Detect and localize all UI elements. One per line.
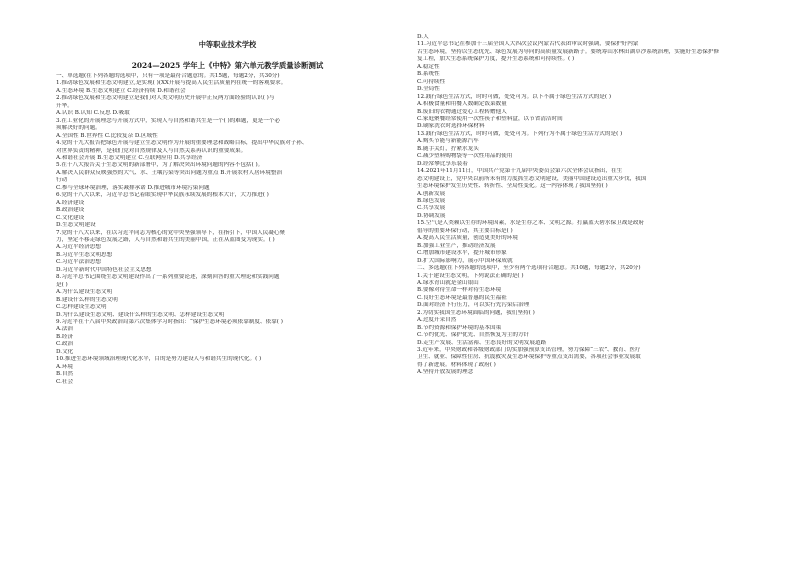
question-text-line: B.要像对待生命一样对待生态环境 — [417, 287, 502, 294]
question-text-line: D.刷家洗衣时选择环保材料 — [417, 123, 485, 130]
question-text-line: 7.党的十八大以来，在以习近平同志为核心的党中央坚强领导下，在指引下，中国人民凝心聚 — [56, 229, 286, 236]
question-text-line: C.怎样建设生态文明 — [56, 304, 107, 311]
question-text-line: C.增加城市建设水平，提升城市形象 — [417, 250, 507, 257]
question-text-line: D.走生产发展、生活富裕、生态良好的文明发展道路 — [417, 339, 547, 346]
question-text-line: 升华。 — [56, 102, 73, 109]
question-text-line: A.解决人民群众反映强烈的大气、水、土壤污染等突出问题为重点 B.开展农村人居环境整治 — [56, 169, 283, 176]
question-text-line: B.加强工业生产，推动经济发展 — [417, 242, 496, 249]
question-text-line: D.人 — [417, 34, 429, 40]
exam-title: 2024—2025 学年上《中特》第六单元教学质量诊断测试 — [131, 61, 324, 70]
question-text-line: 态文明建设上，党中央以前所未有的力度抓生态文明建设，美丽中国建设迈出重大步伐，我国 — [417, 175, 647, 182]
question-text-line: A.稳定性 — [417, 63, 440, 70]
question-text-line: 5.在十八大报告关于生态文明的新部署中，为了解决突出环境问题的内容不包括( )。 — [56, 162, 264, 169]
question-text-line: 生态环境保护发生历史性、转折性、全局性变化。这一内容体现了我国坚持( ) — [417, 183, 608, 190]
question-text-line: B.建设什么样的生态文明 — [56, 296, 118, 303]
question-text-line: D.经常攀比享乐装着 — [417, 160, 468, 167]
question-text-line: C.参与全球环境治理，落实减排承诺 D.推进城市环境污染问题 — [56, 184, 210, 191]
question-text-line: 1.推动绿色发展和生态文明建立,是实现( )(XX开展与提高人民生活质量内在统一的客观要求。 — [56, 80, 287, 87]
question-text-line: B.绿色发展 — [417, 197, 446, 204]
question-text-line: 倡导的重要环保行动，其主要目标是( ) — [417, 227, 513, 234]
school-name: 中等职业技术学校 — [198, 40, 257, 49]
question-text-line: D.扩大国际影响力，展示中国环保成就 — [417, 257, 513, 264]
question-text-line: A.生态环境 B.生态文明建立 C.经济持续 D.和谐社会 — [56, 87, 186, 94]
question-text-line: A.环境 — [56, 363, 74, 370]
question-text-line: D.协调发展 — [417, 212, 446, 219]
question-text-line: B.系统性 — [417, 71, 440, 78]
left-questions — [56, 73, 399, 386]
question-text-line: 2.推动绿色发展和生态文明建立是我们对人类文明历史开展中正反两方面经验的认识( )与 — [56, 95, 275, 102]
question-text-line: 4.党的十九大报告把绿色开展与建立生态文明作为开展的重要理念和战略目标，提出中华民族对子孙、 — [56, 140, 308, 147]
question-text-line: 古生态环境，坚持以生态优先、绿色发展为导向的高质量发展新路子。要统筹山水林田湖草沙系统治理，实施好生态保护修 — [417, 48, 720, 55]
question-text-line: B.经济 — [56, 333, 74, 340]
question-text-line: B.政治建设 — [56, 207, 85, 214]
question-text-line: B.自然 — [56, 371, 74, 378]
question-text-line: 13.践行绿色生活方式，时时可做，处处可为。下列行为不属于绿色生活方式的是( ) — [417, 130, 623, 137]
question-text-line: A.创新发展 — [417, 190, 446, 197]
question-text-line: C.社会 — [56, 378, 74, 385]
question-text-line: C.文化建设 — [56, 214, 85, 221]
question-text-line: 9.习近平在十八届中央政治局第六次集体学习时指出：“保护生态环境必须依靠制度、依靠( ) — [56, 318, 283, 325]
question-text-line: 3.在工业化的开展理念与开展方式中，实现人与自然和谐共生是一个( )的难题，更是一个必 — [56, 117, 281, 124]
question-text-line: D.全局性 — [417, 86, 440, 93]
question-text-line: C.良好生态环境是最普惠的民生福祉 — [417, 294, 507, 301]
question-text-line: 二、多选题(在下列各题的选项中，至少有两个选项符合题意。共10题，每题2分，共20分) — [417, 265, 641, 272]
question-text-line: A.全国性 B.世界性 C.比较复杂 D.区域性 — [56, 132, 158, 139]
question-text-line: D.生态文明建设 — [56, 222, 96, 229]
question-text-line: 11.习近平总书记在参加十三届全国人大四次会议内蒙古代表团审议时强调，要保护好内蒙 — [417, 41, 639, 48]
question-text-line: 8.习近平总书记围绕生态文明建设作出了一系列重要论述，深刻回答的重大理论和实践问题 — [56, 274, 280, 281]
question-text-line: 是( ) — [56, 281, 68, 288]
question-text-line: D.文化 — [56, 348, 74, 355]
question-text-line: 15.空气是人类赖以生存的环境因素，水是生存之本、文明之源。打赢蓝天碧水保卫战是政府 — [417, 220, 645, 227]
question-text-line: 14.2021年11月11日，中国共产党第十九届中央委员会第六次全体会议指出，在生 — [417, 168, 623, 175]
question-text-line: 3.近年来，中央财政和各级财政部门切实加强预算支出管理，努力保障“三农”、教育、医疗 — [417, 347, 641, 354]
question-text-line: 10.推进生态环境领域治理现代化水平，目的是努力建设人与和谐共生的现代化。( ) — [56, 356, 262, 363]
question-text-line: D.面对经济下行压力，可以实行先污染后治理 — [417, 302, 530, 309]
question-text-line: A.法治 — [56, 326, 74, 333]
question-text-line: C.家庭聚餐经常使用一次性筷子和塑料盒，以节省清洁时间 — [417, 115, 563, 122]
question-text-line: 行动 — [56, 177, 68, 184]
question-text-line: 12.践行绿色生活方式，时时可做，处处可为。以下不属于绿色生活方式的是( ) — [417, 93, 612, 100]
question-text-line: D.习近平新时代中国特色社会主义思想 — [56, 266, 152, 273]
question-text-line: 2.为切实我国生态环境面临的问题，我们坚持( ) — [417, 309, 535, 316]
question-text-line: A.绿水青山就是金山银山 — [417, 279, 479, 286]
question-text-line: A.和谐社会开展 B.生态文明建立 C.互联网应用 D.共享经济 — [56, 154, 203, 161]
question-text-line: A.过度开采自然 — [417, 317, 457, 324]
question-text-line: C.共享发展 — [417, 205, 446, 212]
question-text-line: 卫生、就业、保障性住房、抗震救灾及生态环境保护等重点支出需要，各项社会事业发展取 — [417, 354, 641, 361]
question-text-line: A.购买节能与新能源汽车 — [417, 138, 479, 145]
question-text-line: 力，坚定不移走绿色发展之路，人与自然和谐共生的美丽中国，正在从蓝图变为现实。( ) — [56, 236, 275, 243]
question-text-line: 须解决好的问题。 — [56, 125, 101, 132]
question-text-line: 1.关于建设生态文明，下列说法正确的是( ) — [417, 272, 524, 279]
question-text-line: B.节约资源和保护环境的基本国策 — [417, 324, 502, 331]
question-text-line: 复工程，加大生态系统保护力度，提升生态系统和可持续性。( ) — [417, 56, 575, 63]
question-text-line: B.随手关灯，拧紧水龙头 — [417, 145, 479, 152]
question-text-line: C.政治 — [56, 341, 74, 348]
question-text-line: A.提高人民生活质量，创造更美好的环境 — [417, 235, 518, 242]
question-text-line: C.可持续性 — [417, 78, 446, 85]
right-questions — [417, 34, 760, 377]
question-text-line: 对世界负责的精神，是我们党对自然规律及人与自然关系再认识的重要成果。 — [56, 147, 247, 154]
question-text-line: C.减少塑料购物袋等一次性用品的使用 — [417, 153, 513, 160]
question-text-line: 6.党的十八大以来，习近平总书记着眼实现中华民族永续发展的根本大计，大力推进( ) — [56, 192, 269, 199]
question-text-line: A.认识 B.认知 C.反思 D.吸取 — [56, 110, 130, 117]
question-text-line: C.节约优先、保护优先、自然恢复为主的方针 — [417, 332, 530, 339]
question-text-line: A.经济建设 — [56, 199, 85, 206]
left-column — [56, 38, 399, 556]
question-text-line: A.坚持开放发展的理念 — [417, 369, 474, 376]
question-text-line: B.习近平生态文明思想 — [56, 251, 113, 258]
question-text-line: 得了新进展。材料体现了政府( ) — [417, 361, 496, 368]
question-text-line: B.废旧的衣物通过爱心工程转赠他人 — [417, 108, 507, 115]
question-text-line: C.习近平法治思想 — [56, 259, 102, 266]
right-column — [417, 34, 760, 556]
question-text-line: 一、单选题(在下列各题的选项中，只有一项是最符合题意的。共15题，每题2分，共30分) — [56, 73, 280, 79]
question-text-line: A.积极食量和用餐人数确定饭菜数量 — [417, 101, 507, 108]
question-text-line: A.为什么建设生态文明 — [56, 289, 113, 296]
question-text-line: D.为什么建设生态文明、建设什么样的生态文明、怎样建设生态文明 — [56, 311, 225, 318]
question-text-line: A.习近平经济思想 — [56, 244, 101, 251]
